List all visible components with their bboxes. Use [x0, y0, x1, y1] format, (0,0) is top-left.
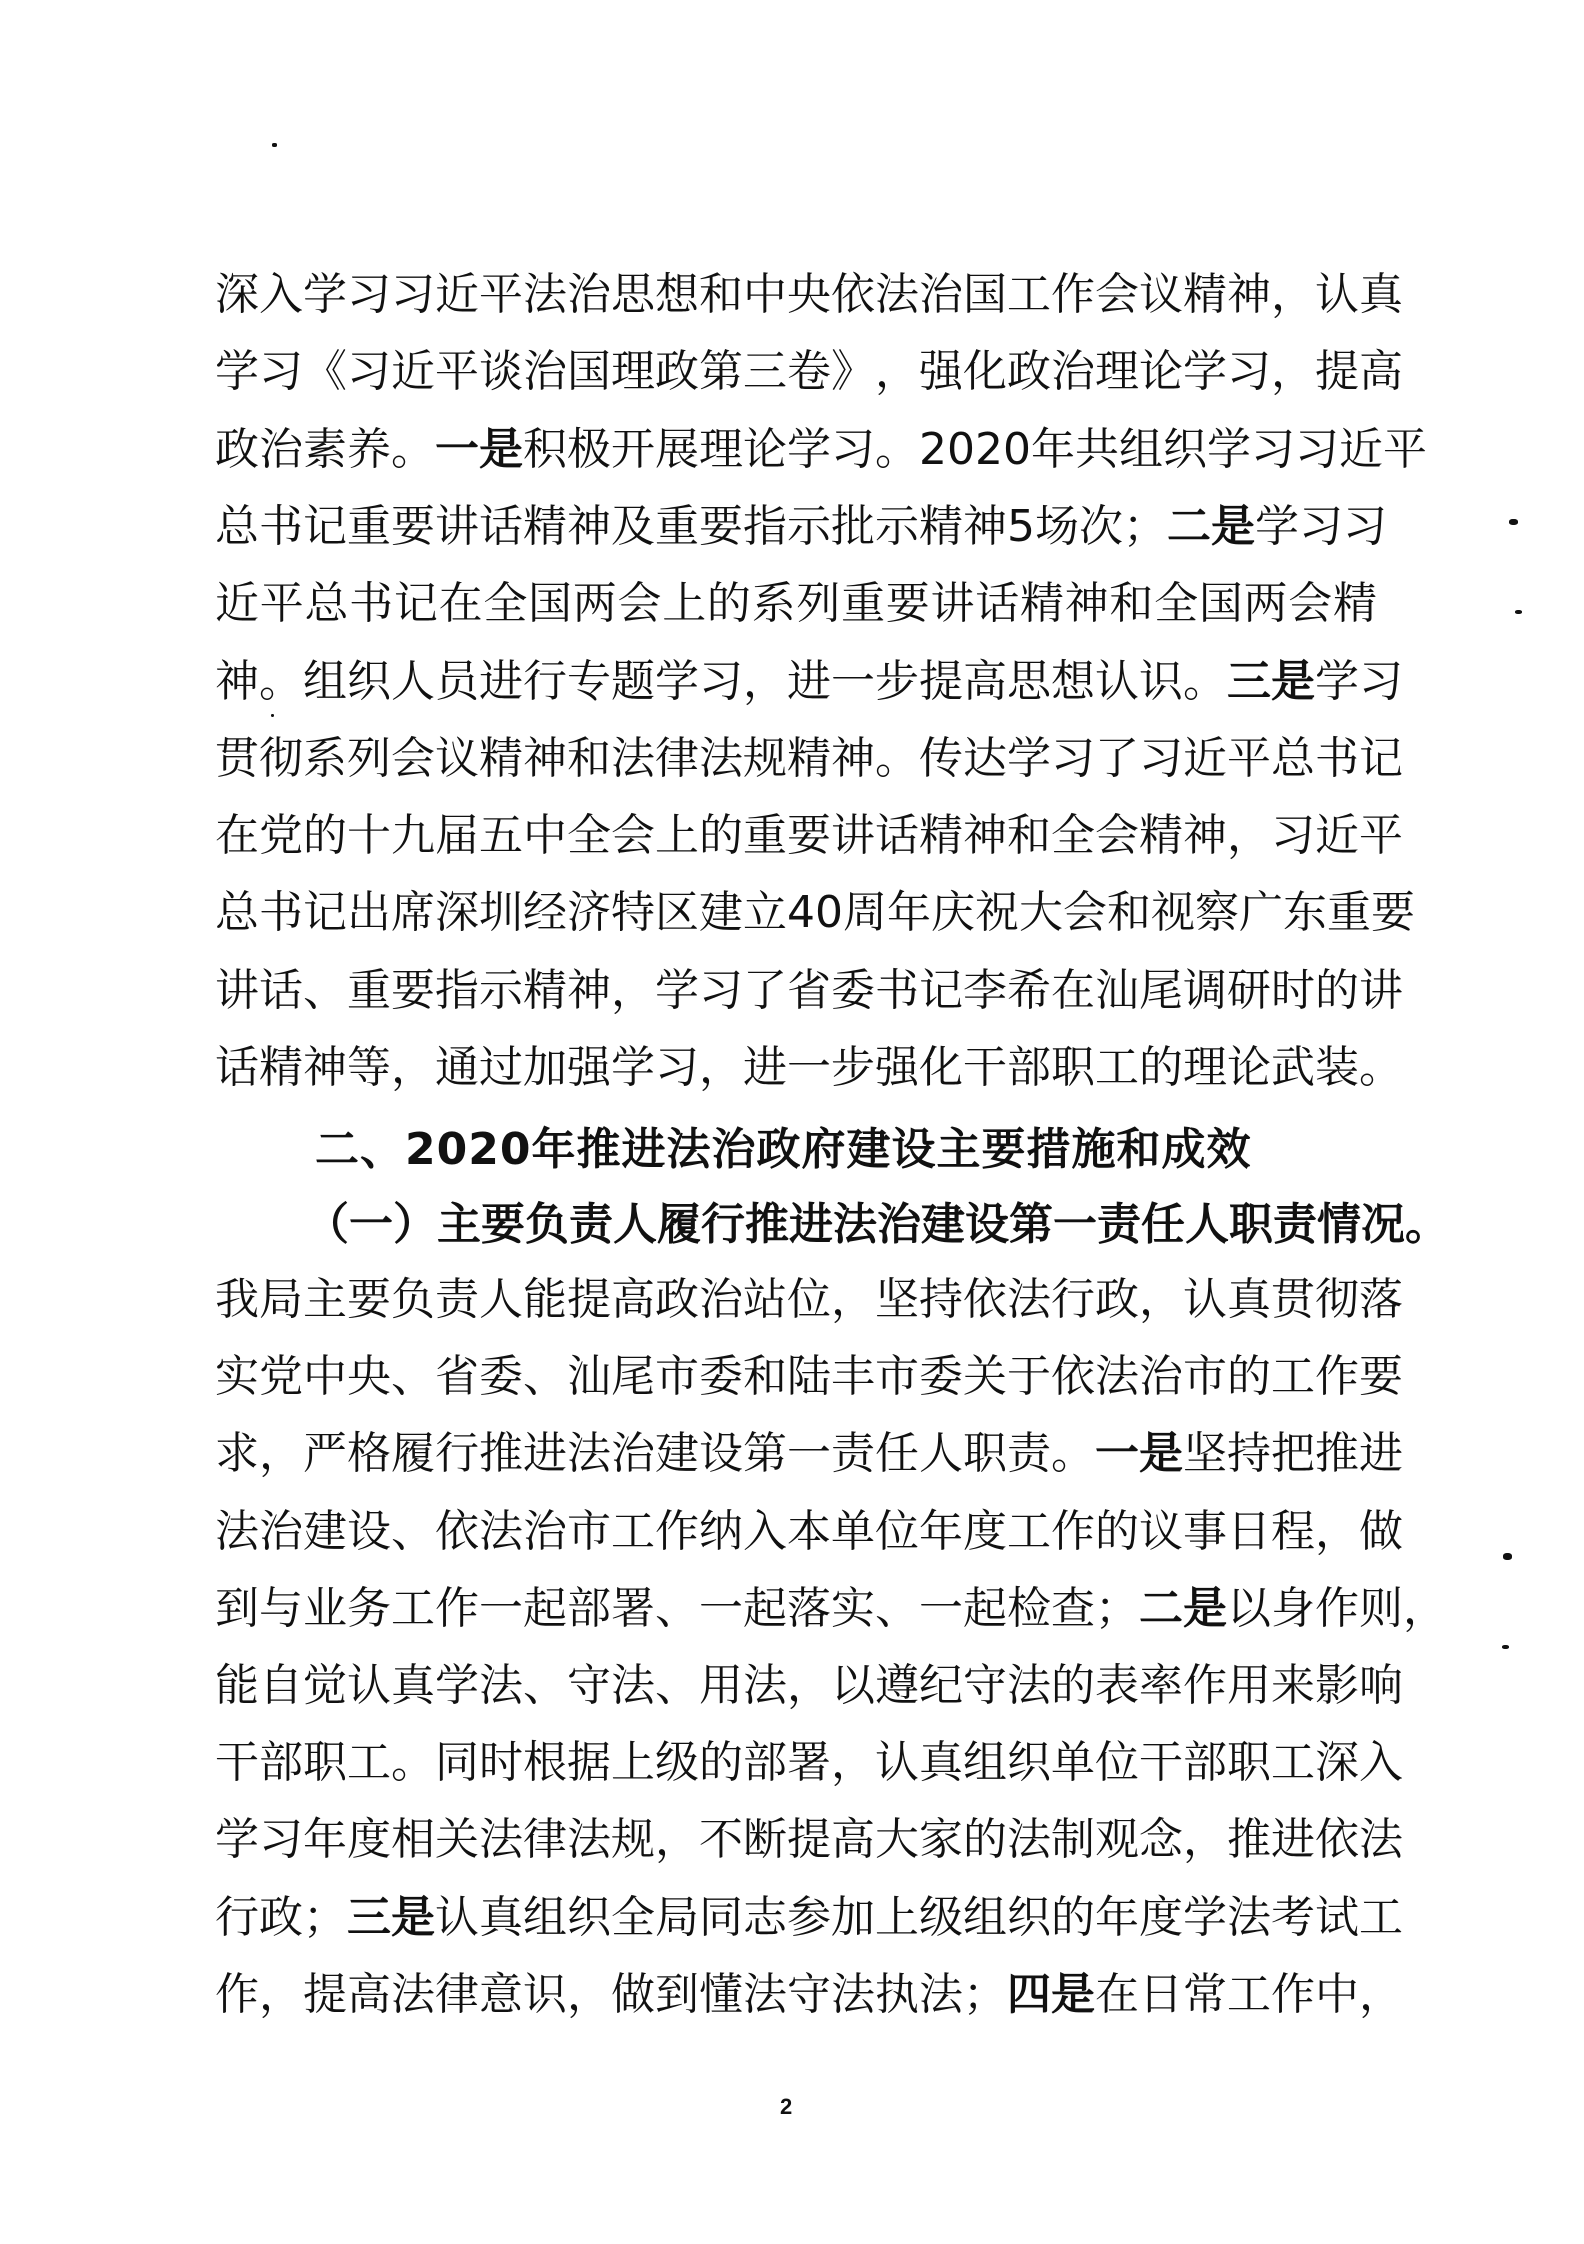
text-line: 学 习 《 习 近 平 谈 治 国 理 政 第 三 卷 》 ， 强 化 政 治 理 论 学 习 ， 提 高: [215, 346, 1403, 398]
text-line: 话 精 神 等 ， 通 过 加 强 学 习 ， 进 一 步 强 化 干 部 职 工 的 理 论 武 装 。: [215, 1042, 1403, 1093]
text-line: 讲 话 、 重 要 指 示 精 神 ， 学 习 了 省 委 书 记 李 希 在 汕 尾 调 研 时 的 讲: [215, 964, 1403, 1016]
scan-speck: [1509, 519, 1518, 525]
scan-speck: [1502, 1645, 1509, 1649]
scan-speck: [1515, 610, 1522, 614]
text-line: 法 治 建 设 、 依 法 治 市 工 作 纳 入 本 单 位 年 度 工 作 的 议 事 日 程 ， 做: [215, 1505, 1403, 1557]
text-line: 政 治 素 养 。 一 是 积 极 开 展 理 论 学 习 。 2020 年 共 组 织 学 习 习 近 平: [215, 423, 1427, 475]
text-line: 能 自 觉 认 真 学 法 、 守 法 、 用 法 ， 以 遵 纪 守 法 的 表 率 作 用 来 影 响: [215, 1660, 1403, 1711]
text-line: 求 ， 严 格 履 行 推 进 法 治 建 设 第 一 责 任 人 职 责 。 一 是 坚 持 把 推 进: [215, 1428, 1403, 1480]
text-line: 行 政 ； 三 是 认 真 组 织 全 局 同 志 参 加 上 级 组 织 的 年 度 学 法 考 试 工: [215, 1891, 1403, 1943]
text-line: 深 入 学 习 习 近 平 法 治 思 想 和 中 央 依 法 治 国 工 作 会 议 精 神 ， 认 真: [215, 269, 1403, 320]
text-line: 神 。 组 织 人 员 进 行 专 题 学 习 ， 进 一 步 提 高 思 想 认 识 。 三 是 学 习: [215, 655, 1403, 707]
scan-speck: [1503, 1553, 1512, 1560]
text-line: 学 习 年 度 相 关 法 律 法 规 ， 不 断 提 高 大 家 的 法 制 观 念 ， 推 进 依 法: [215, 1814, 1403, 1866]
text-line: 干 部 职 工 。 同 时 根 据 上 级 的 部 署 ， 认 真 组 织 单 位 干 部 职 工 深 入: [215, 1737, 1403, 1789]
text-line: 总 书 记 重 要 讲 话 精 神 及 重 要 指 示 批 示 精 神 5 场 次 ； 二 是 学 习 习: [215, 500, 1387, 552]
text-line: 实 党 中 央 、 省 委 、 汕 尾 市 委 和 陆 丰 市 委 关 于 依 法 治 市 的 工 作 要: [215, 1351, 1403, 1403]
text-line: 我 局 主 要 负 责 人 能 提 高 政 治 站 位 ， 坚 持 依 法 行 政 ， 认 真 贯 彻 落: [215, 1274, 1403, 1325]
text-line: 近 平 总 书 记 在 全 国 两 会 上 的 系 列 重 要 讲 话 精 神 和 全 国 两 会 精: [215, 578, 1377, 630]
scan-speck: [271, 714, 274, 717]
section-heading: 二、2020年推进法治政府建设主要措施和成效: [315, 1124, 1252, 1175]
text-line: 作 ， 提 高 法 律 意 识 ， 做 到 懂 法 守 法 执 法 ； 四 是 在 日 常 工 作 中 ，: [215, 1968, 1403, 2020]
text-line: 总 书 记 出 席 深 圳 经 济 特 区 建 立 40 周 年 庆 祝 大 会 和 视 察 广 东 重 要: [215, 887, 1415, 939]
scan-speck: [272, 143, 277, 147]
text-line: 在 党 的 十 九 届 五 中 全 会 上 的 重 要 讲 话 精 神 和 全 会 精 神 ， 习 近 平: [215, 810, 1403, 862]
text-line: 贯 彻 系 列 会 议 精 神 和 法 律 法 规 精 神 。 传 达 学 习 了 习 近 平 总 书 记: [215, 732, 1403, 784]
page-number: 2: [780, 2094, 793, 2119]
text-line: 到 与 业 务 工 作 一 起 部 署 、 一 起 落 实 、 一 起 检 查 ； 二 是 以 身 作 则 ，: [215, 1582, 1447, 1634]
subsection-heading: （ 一 ） 主 要 负 责 人 履 行 推 进 法 治 建 设 第 一 责 任 人 职 责 情 况 。: [305, 1199, 1449, 1250]
